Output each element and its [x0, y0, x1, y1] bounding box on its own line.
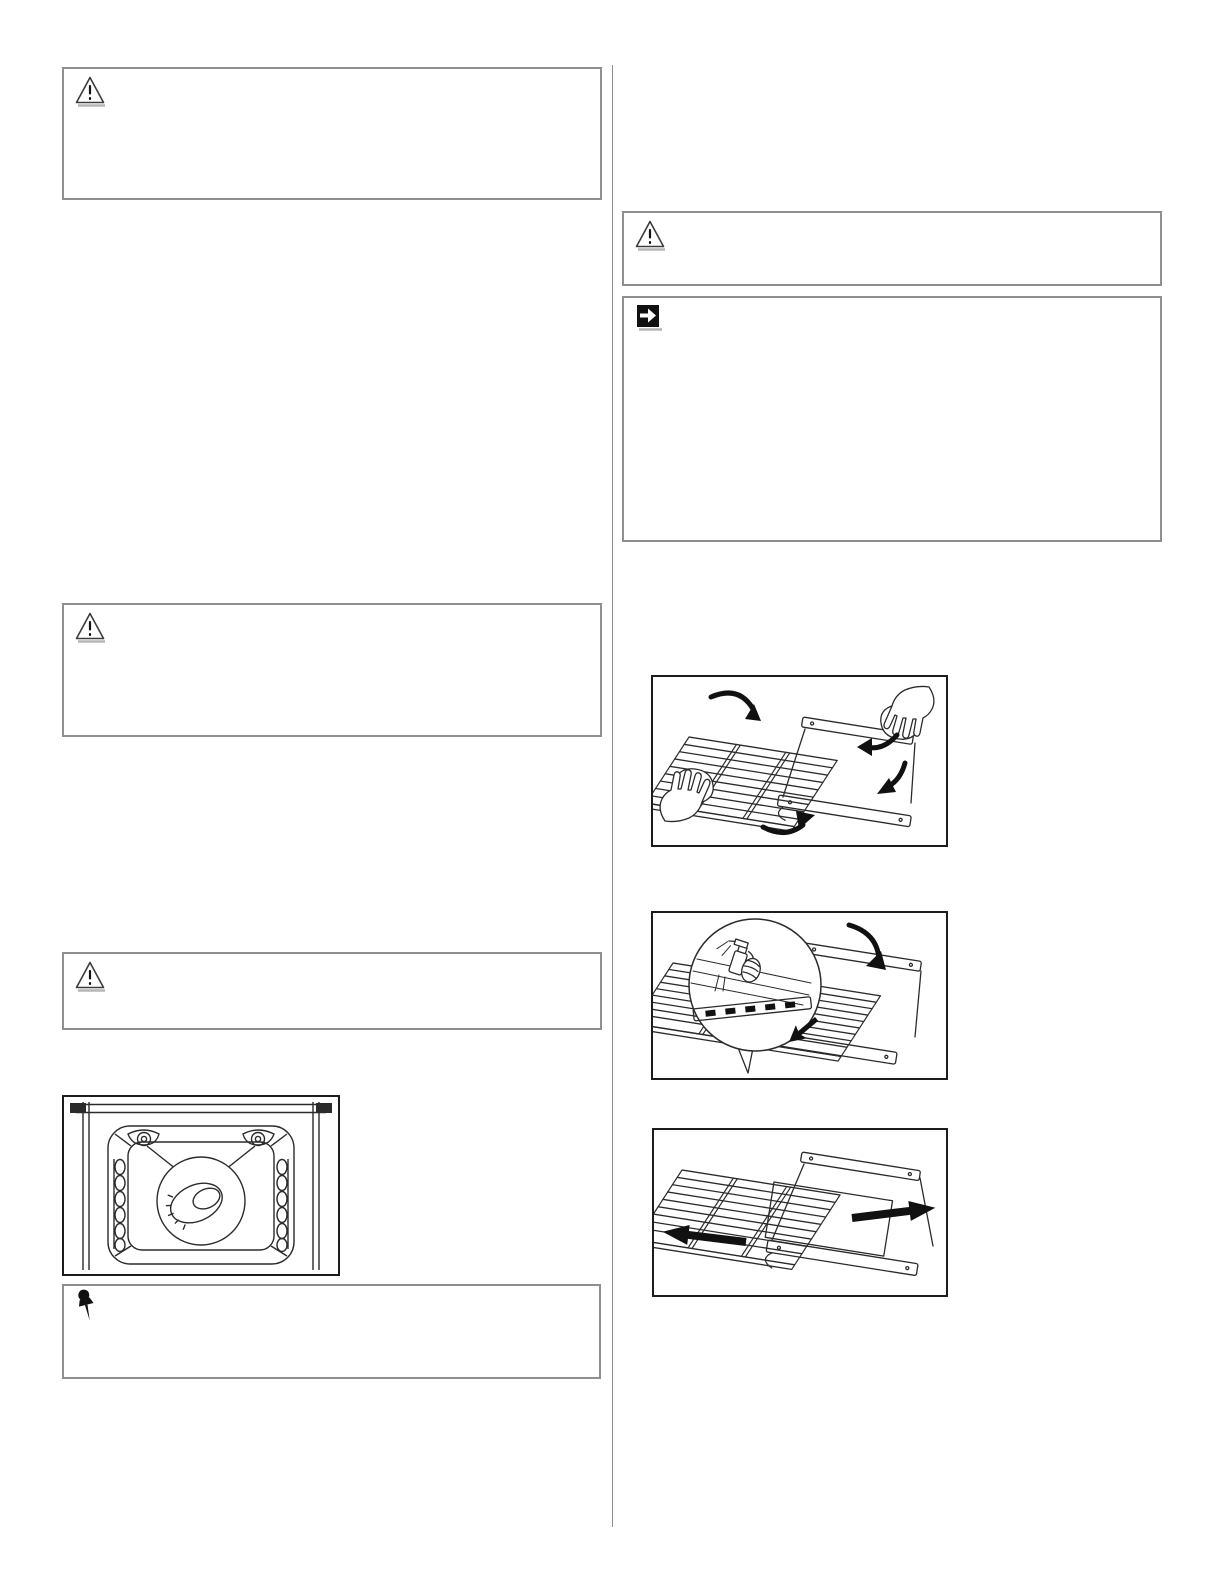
warning-triangle-icon	[74, 74, 106, 108]
rack-cleaning-figure	[651, 675, 948, 847]
important-box-right	[622, 296, 1162, 542]
warning-box-right	[622, 211, 1162, 286]
slide-out-arrow-right	[851, 1198, 937, 1228]
pushpin-icon	[73, 1288, 97, 1324]
warning-text	[116, 77, 592, 190]
oven-lamp-figure	[62, 1095, 340, 1276]
column-divider	[612, 65, 613, 1527]
left-hand-with-cloth	[660, 769, 713, 822]
rack-cleaning-illustration	[653, 677, 946, 845]
rack-extension-figure	[652, 1128, 948, 1297]
warning-box-left-middle	[62, 603, 602, 737]
rack-lubrication-illustration	[653, 913, 946, 1078]
warning-text	[116, 962, 592, 1020]
warning-box-left-lower	[62, 952, 602, 1030]
right-hand-with-cloth	[881, 686, 934, 739]
important-text	[676, 306, 1152, 532]
warning-triangle-icon	[634, 218, 666, 252]
rack-lubrication-figure	[651, 911, 948, 1080]
note-box-left	[62, 1284, 601, 1379]
forward-arrow-icon	[636, 304, 662, 332]
oven-lamp-illustration	[64, 1097, 338, 1274]
warning-text	[676, 221, 1152, 276]
warning-triangle-icon	[74, 610, 106, 644]
note-text	[116, 1294, 591, 1369]
warning-triangle-icon	[74, 959, 106, 993]
warning-box-left-top	[62, 67, 602, 200]
rack-extension-illustration	[654, 1130, 946, 1295]
warning-text	[116, 613, 592, 727]
